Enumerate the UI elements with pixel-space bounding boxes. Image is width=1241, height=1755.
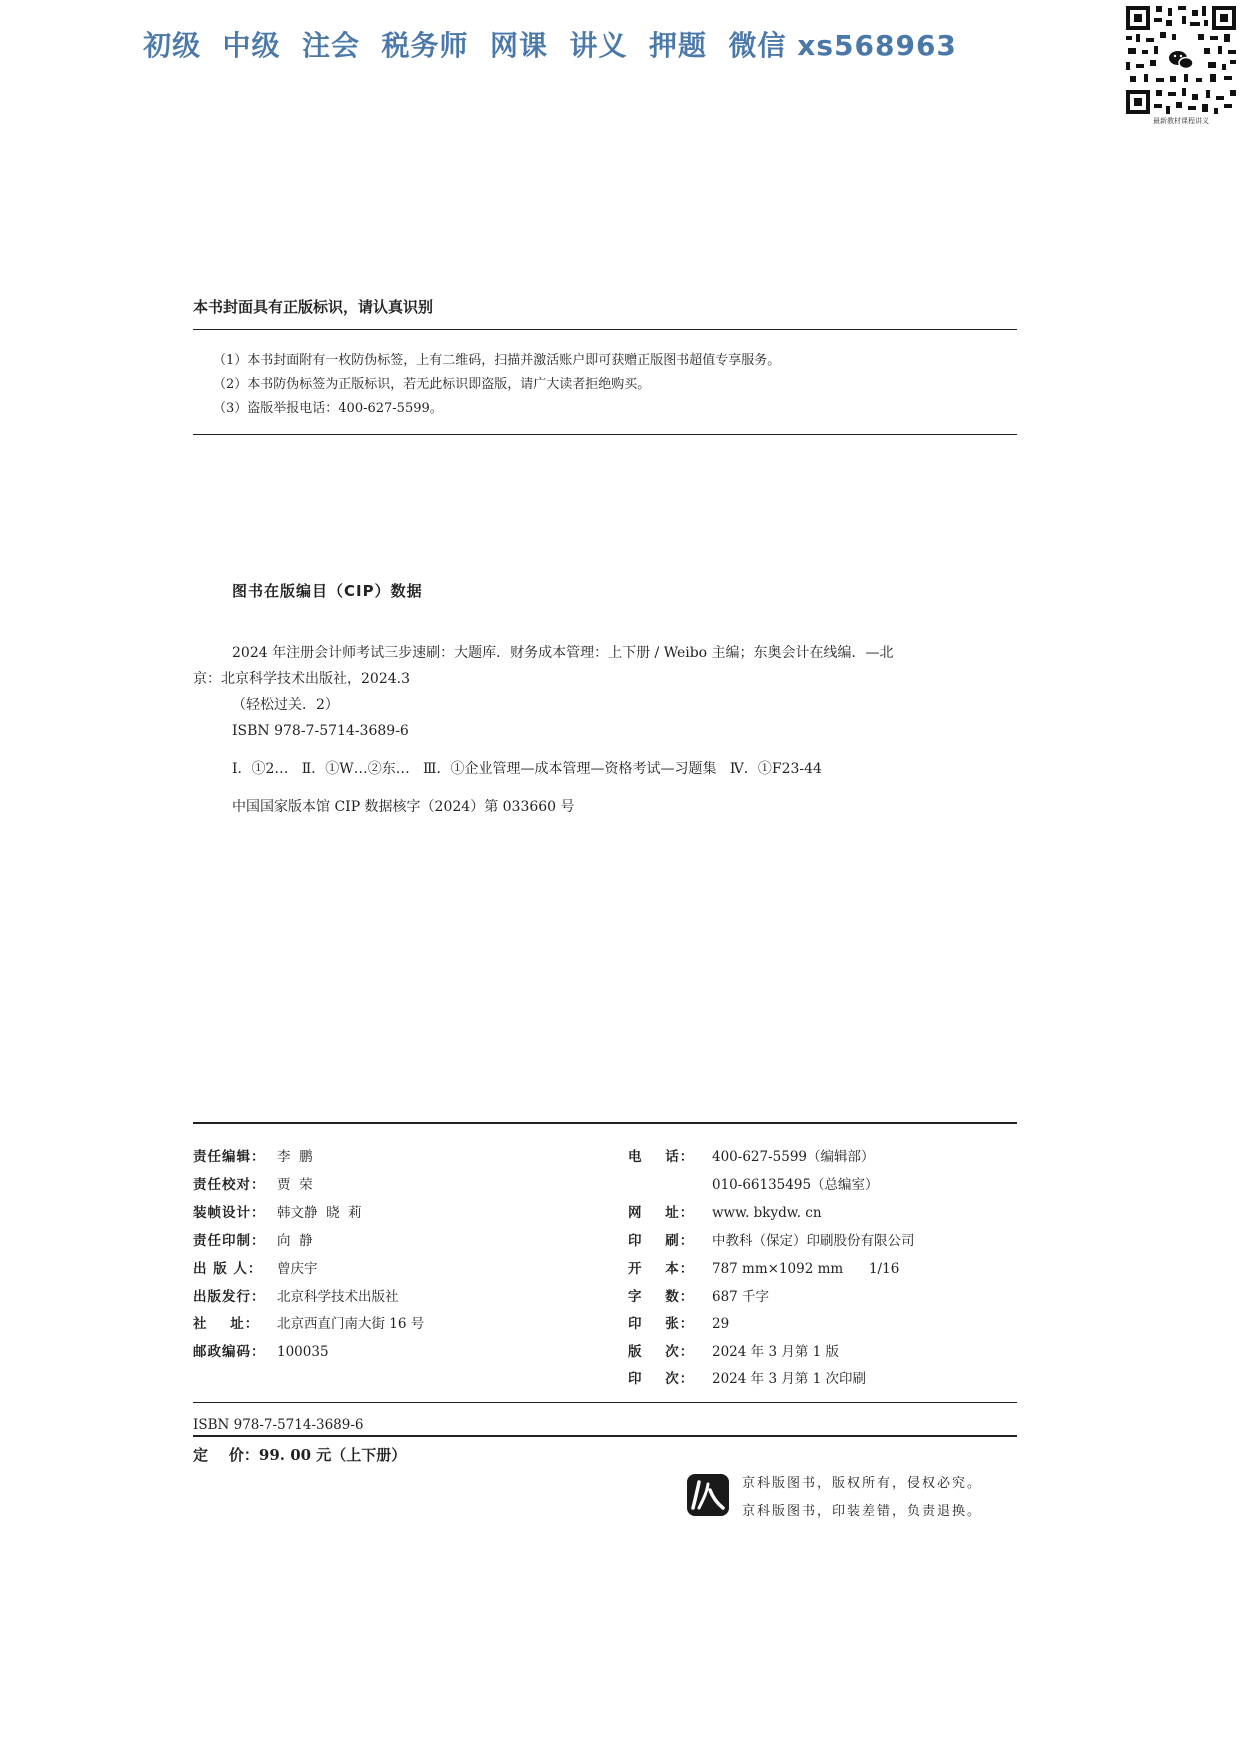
colophon-right-row: 印 次： 2024 年 3 月第 1 次印刷: [628, 1371, 866, 1387]
colophon-top-rule: [193, 1122, 1017, 1124]
colophon-right-row: 字 数： 687 千字: [628, 1289, 770, 1305]
colophon-left-row: 出版发行： 北京科学技术出版社: [193, 1289, 399, 1305]
colophon-right-row: 印 刷： 中教科（保定）印刷股份有限公司: [628, 1233, 915, 1249]
colophon-right-row: 版 次： 2024 年 3 月第 1 版: [628, 1344, 839, 1360]
colophon-right-row: 电 话： 400-627-5599（编辑部）: [628, 1149, 875, 1165]
colophon-right-row: 010-66135495（总编室）: [712, 1177, 879, 1193]
colophon-left-row: 出 版 人： 曾庆宇: [193, 1261, 318, 1277]
colophon-right-row: 印 张： 29: [628, 1316, 730, 1332]
notice-top-rule: [193, 329, 1017, 330]
colophon-left-row: 责任校对： 贾 荣: [193, 1177, 313, 1193]
colophon-right-row: 网 址： www. bkydw. cn: [628, 1205, 822, 1221]
colophon-left-row: 装帧设计： 韩文静 晓 莉: [193, 1205, 362, 1221]
cip-title: 图书在版编目（CIP）数据: [232, 582, 423, 600]
cip-number: 中国国家版本馆 CIP 数据核字（2024）第 033660 号: [232, 799, 575, 815]
cip-series: （轻松过关．2）: [232, 697, 339, 713]
publisher-logo-icon: [687, 1474, 729, 1516]
notice-item: （3）盗版举报电话：400-627-5599。: [213, 401, 443, 416]
cip-isbn: ISBN 978-7-5714-3689-6: [232, 723, 409, 739]
wechat-qr-code-icon: [1124, 4, 1238, 116]
cip-body: [193, 640, 1005, 820]
cip-bibliographic-line-cont: 京：北京科学技术出版社，2024.3: [193, 671, 410, 687]
copyright-line: 京科版图书，印装差错，负责退换。: [742, 1504, 983, 1519]
colophon-left-row: 邮政编码： 100035: [193, 1344, 329, 1360]
colophon-left-row: 社 址： 北京西直门南大街 16 号: [193, 1316, 425, 1332]
price-rule: [193, 1435, 1017, 1437]
notice-item: （2）本书防伪标签为正版标识，若无此标识即盗版，请广大读者拒绝购买。: [213, 377, 651, 392]
isbn-rule: [193, 1402, 1017, 1403]
cip-classification: Ⅰ．①2… Ⅱ．①W…②东… Ⅲ．①企业管理—成本管理—资格考试—习题集 Ⅳ．①F23-44: [232, 761, 822, 777]
colophon-right-row: 开 本： 787 mm×1092 mm 1/16: [628, 1261, 900, 1277]
promo-banner: 初级 中级 注会 税务师 网课 讲义 押题 微信 xs568963: [143, 29, 957, 62]
cip-bibliographic-line: 2024 年注册会计师考试三步速刷：大题库．财务成本管理：上下册 / Weibo 主编；东奥会计在线编．—北: [232, 645, 894, 661]
isbn-bottom: ISBN 978-7-5714-3689-6: [193, 1417, 364, 1433]
colophon-left-row: 责任编辑： 李 鹏: [193, 1149, 313, 1165]
colophon-left-row: 责任印制： 向 静: [193, 1233, 313, 1249]
notice-bottom-rule: [193, 434, 1017, 435]
qr-caption: 最新教材课程讲义: [1153, 117, 1209, 125]
notice-title: 本书封面具有正版标识，请认真识别: [193, 298, 434, 316]
price: 定 价：99. 00 元（上下册）: [193, 1446, 407, 1464]
notice-item: （1）本书封面附有一枚防伪标签，上有二维码，扫描并激活账户即可获赠正版图书超值专享服务。: [213, 353, 781, 368]
copyright-line: 京科版图书，版权所有，侵权必究。: [742, 1476, 983, 1491]
